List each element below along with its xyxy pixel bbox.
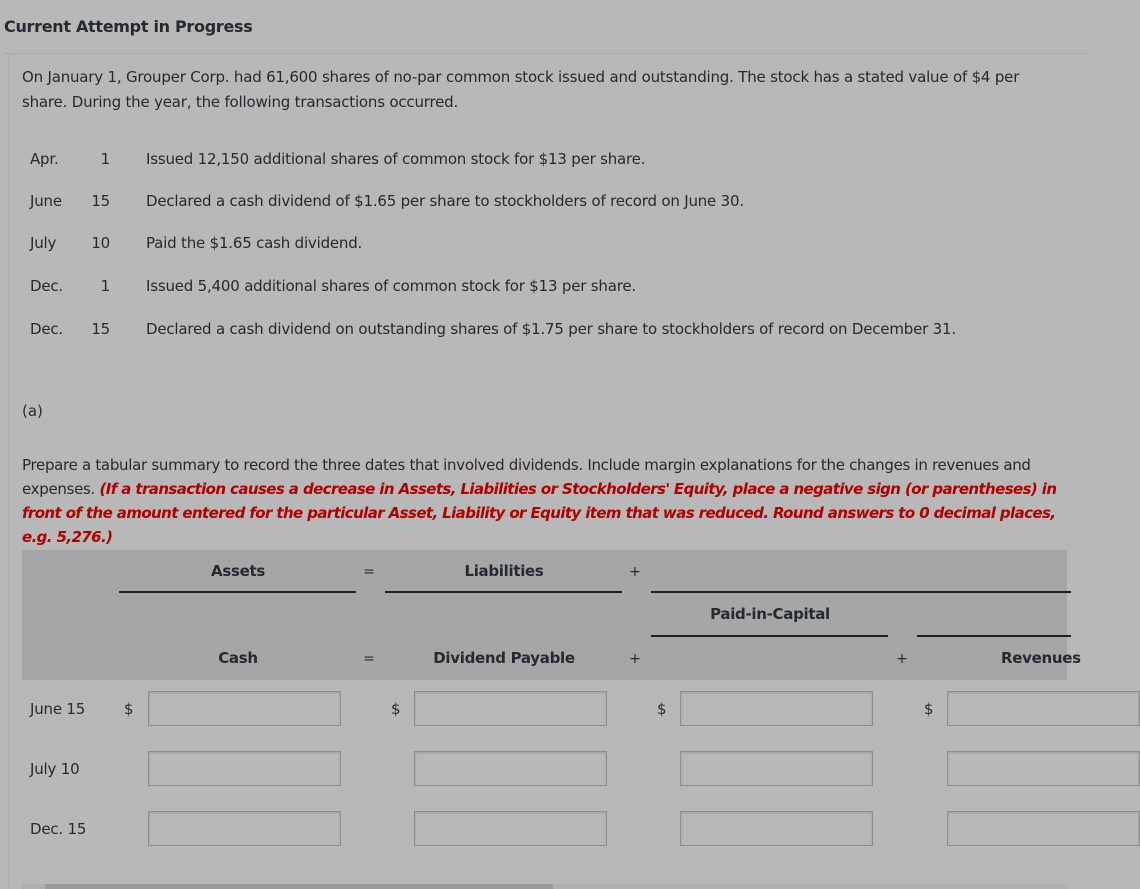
transaction-month: Apr. xyxy=(30,150,59,168)
transaction-text: Declared a cash dividend on outstanding shares of $1.75 per share to stockholders of record on December 31. xyxy=(146,320,956,338)
paid-in-capital-underline xyxy=(651,635,888,637)
cash-input[interactable] xyxy=(148,691,341,726)
transaction-day: 10 xyxy=(91,234,110,252)
plus-sign: + xyxy=(896,651,908,667)
plus-sign: + xyxy=(629,564,641,580)
equals-sign: = xyxy=(363,564,375,580)
column-dividend-payable: Dividend Payable xyxy=(433,649,575,667)
transaction-text: Issued 12,150 additional shares of common stock for $13 per share. xyxy=(146,150,646,168)
instructions-note: (If a transaction causes a decrease in Assets, Liabilities or Stockholders' Equity, place a negative sign (or parentheses) in front of the amount entered for the particular Asset, Liability or Equity item that was reduced. Round answers to 0 decimal places, e.g. 5,276.) xyxy=(22,480,1057,546)
column-cash: Cash xyxy=(218,649,258,667)
dollar-sign: $ xyxy=(657,700,667,718)
assets-underline xyxy=(119,591,356,593)
dollar-sign: $ xyxy=(924,700,934,718)
transaction-day: 1 xyxy=(100,150,110,168)
page-title: Current Attempt in Progress xyxy=(4,17,253,36)
revenues-input[interactable] xyxy=(947,691,1140,726)
transaction-month: July xyxy=(30,234,57,252)
paid-in-capital-input[interactable] xyxy=(680,751,873,786)
dollar-sign: $ xyxy=(391,700,401,718)
equity-underline xyxy=(651,591,1071,593)
liabilities-underline xyxy=(385,591,622,593)
transaction-month: June xyxy=(30,192,62,210)
transaction-month: Dec. xyxy=(30,277,63,295)
part-label: (a) xyxy=(22,402,43,420)
paid-in-capital-input[interactable] xyxy=(680,811,873,846)
retained-earnings-underline xyxy=(917,635,1071,637)
transaction-text: Declared a cash dividend of $1.65 per share to stockholders of record on June 30. xyxy=(146,192,744,210)
transaction-day: 1 xyxy=(100,277,110,295)
transaction-text: Paid the $1.65 cash dividend. xyxy=(146,234,363,252)
column-revenues: Revenues xyxy=(1001,649,1081,667)
instructions-text: Prepare a tabular summary to record the three dates that involved dividends. Include margin explanations for the changes in revenues and expenses. xyxy=(22,456,1031,498)
dividend-payable-input[interactable] xyxy=(414,691,607,726)
paid-in-capital-input[interactable] xyxy=(680,691,873,726)
revenues-input[interactable] xyxy=(947,811,1140,846)
row-label: Dec. 15 xyxy=(30,820,87,838)
dollar-sign: $ xyxy=(124,700,134,718)
plus-sign: + xyxy=(629,651,641,667)
cash-input[interactable] xyxy=(148,811,341,846)
problem-intro: On January 1, Grouper Corp. had 61,600 shares of no-par common stock issued and outstanding. The stock has a stated value of $4 per share. During the year, the following transactions occurred. xyxy=(22,68,1020,111)
row-label: June 15 xyxy=(30,700,86,718)
transaction-day: 15 xyxy=(91,192,110,210)
transaction-text: Issued 5,400 additional shares of common stock for $13 per share. xyxy=(146,277,636,295)
dividend-payable-input[interactable] xyxy=(414,811,607,846)
horizontal-scrollbar-thumb[interactable] xyxy=(45,884,553,889)
transaction-day: 15 xyxy=(91,320,110,338)
equals-sign: = xyxy=(363,651,375,667)
header-paid-in-capital: Paid-in-Capital xyxy=(710,605,830,623)
cash-input[interactable] xyxy=(148,751,341,786)
header-liabilities: Liabilities xyxy=(464,562,544,580)
dividend-payable-input[interactable] xyxy=(414,751,607,786)
row-label: July 10 xyxy=(30,760,80,778)
revenues-input[interactable] xyxy=(947,751,1140,786)
header-assets: Assets xyxy=(211,562,265,580)
transaction-month: Dec. xyxy=(30,320,63,338)
